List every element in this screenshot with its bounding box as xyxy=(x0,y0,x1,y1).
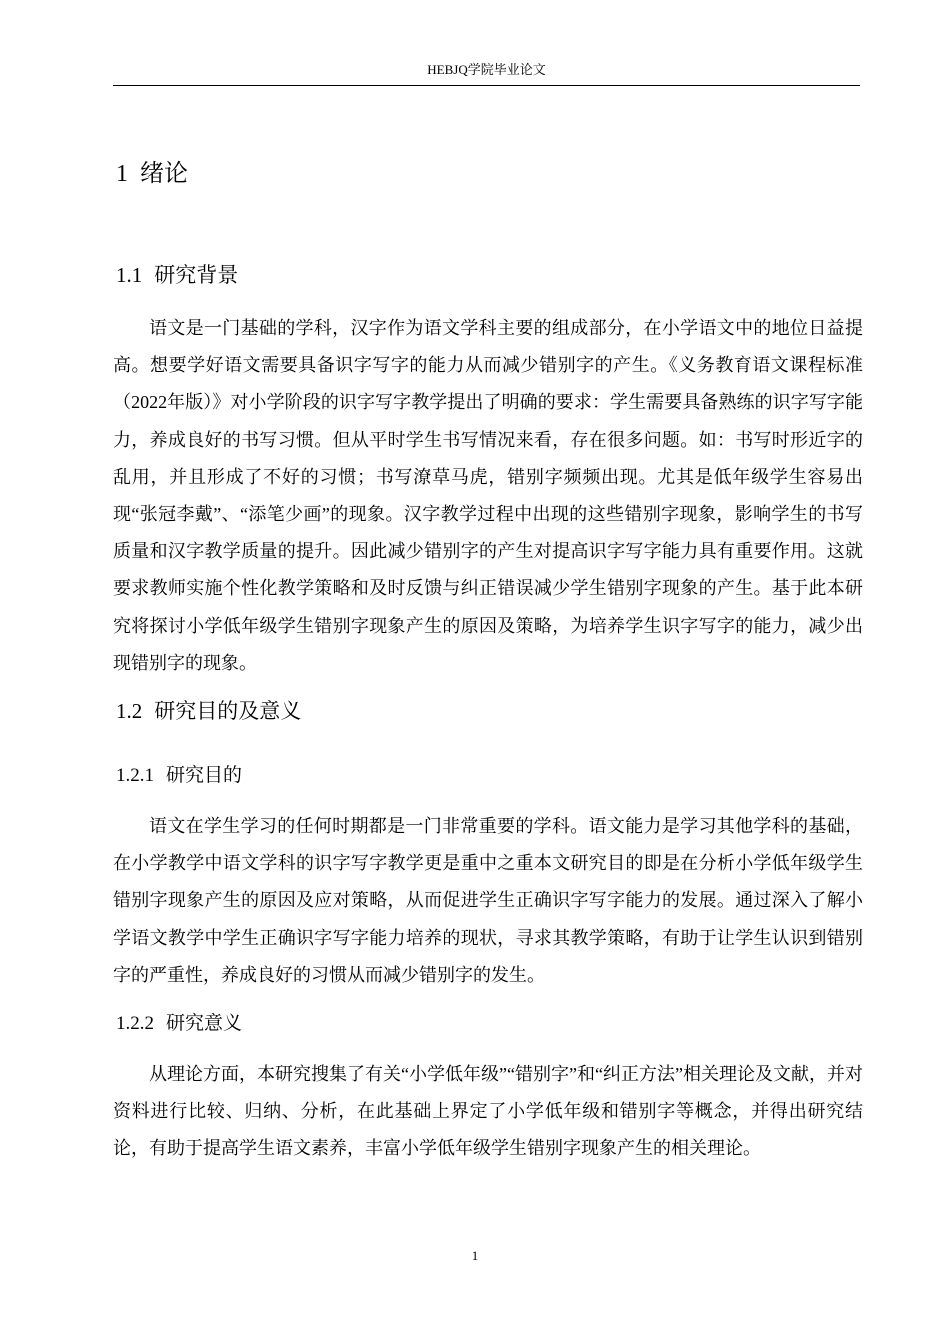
section-title: 研究背景 xyxy=(154,263,239,287)
paragraph-purpose: 语文在学生学习的任何时期都是一门非常重要的学科。语文能力是学习其他学科的基础，在小学教学中语文学科的识字写字教学更是重中之重本文研究目的即是在分析小学低年级学生错别字现象产生的原因及应对策略，从而促进学生正确识字写字能力的发展。通过深入了解小学语文教学中学生正确识字写字能力培养的现状，寻求其教学策略，有助于让学生认识到错别字的严重性，养成良好的习惯从而减少错别字的发生。 xyxy=(113,816,863,985)
subsection-title: 研究意义 xyxy=(166,1012,243,1034)
paragraph-background: 语文是一门基础的学科，汉字作为语文学科主要的组成部分，在小学语文中的地位日益提高。想要学好语文需要具备识字写字的能力从而减少错别字的产生。《义务教育语文课程标准（2022年版）》对小学阶段的识字写字教学提出了明确的要求：学生需要具备熟练的识字写字能力，养成良好的书写习惯。但从平时学生书写情况来看，存在很多问题。如：书写时形近字的乱用，并且形成了不好的习惯；书写潦草马虎，错别字频频出现。尤其是低年级学生容易出现“张冠李戴”、“添笔少画”的现象。汉字教学过程中出现的这些错别字现象，影响学生的书写质量和汉字教学质量的提升。因此减少错别字的产生对提高识字写字能力具有重要作用。这就要求教师实施个性化教学策略和及时反馈与纠正错误减少学生错别字现象的产生。基于此本研究将探讨小学低年级学生错别字现象产生的原因及策略，为培养学生识字写字的能力，减少出现错别字的现象。 xyxy=(113,318,863,673)
chapter-title: 绪论 xyxy=(140,159,188,187)
paragraph-significance: 从理论方面，本研究搜集了有关“小学低年级”“错别字”和“纠正方法”相关理论及文献，并对资料进行比较、归纳、分析，在此基础上界定了小学低年级和错别字等概念，并得出研究结论，有助于提高学生语文素养，丰富小学低年级学生错别字现象产生的相关理论。 xyxy=(113,1064,863,1159)
subsection-heading-1-2-2 xyxy=(116,1008,242,1039)
running-header: HEBJQ学院毕业论文 xyxy=(427,62,546,77)
section-number: 1.2 xyxy=(116,699,143,723)
chapter-number: 1 xyxy=(116,161,128,187)
section-heading-1-2 xyxy=(116,695,301,727)
subsection-title: 研究目的 xyxy=(166,764,243,786)
section-heading-1-1 xyxy=(116,259,238,291)
subsection-heading-1-2-1 xyxy=(116,760,242,791)
subsection-number: 1.2.1 xyxy=(116,765,154,786)
subsection-number: 1.2.2 xyxy=(116,1013,154,1034)
chapter-heading xyxy=(116,155,188,192)
section-number: 1.1 xyxy=(116,263,143,287)
header-rule xyxy=(113,85,860,86)
page-number: 1 xyxy=(471,1248,479,1263)
section-title: 研究目的及意义 xyxy=(154,699,302,723)
